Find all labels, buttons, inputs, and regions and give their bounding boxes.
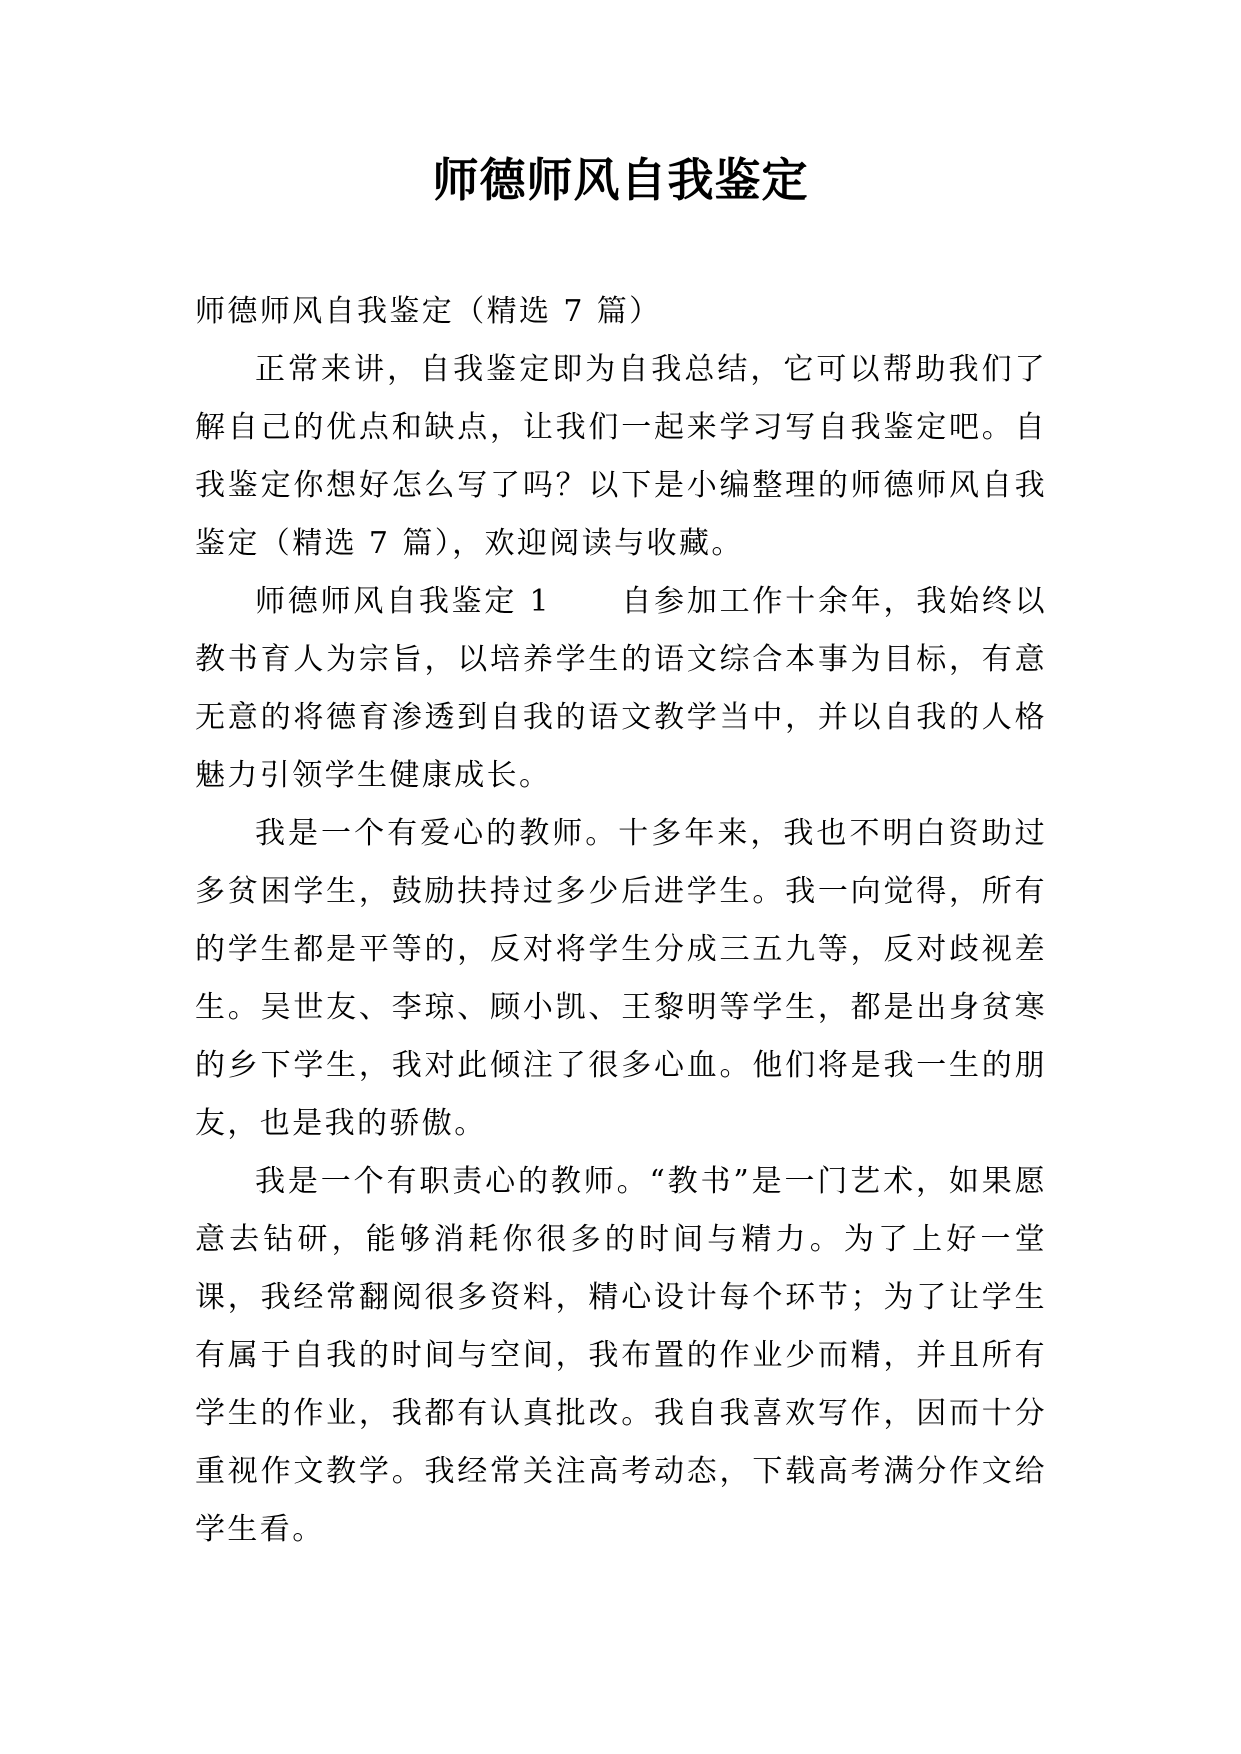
body-paragraph-responsibility: 我是一个有职责心的教师。“教书”是一门艺术，如果愿意去钻研，能够消耗你很多的时间与精力。为了上好一堂课，我经常翻阅很多资料，精心设计每个环节；为了让学生有属于自我的时间与空间，我布置的作业少而精，并且所有学生的作业，我都有认真批改。我自我喜欢写作，因而十分重视作文教学。我经常关注高考动态，下载高考满分作文给学生看。 — [195, 1164, 1047, 1547]
section-1-paragraph — [195, 573, 1047, 805]
body-paragraph-love: 我是一个有爱心的教师。十多年来，我也不明白资助过多贫困学生，鼓励扶持过多少后进学生。我一向觉得，所有的学生都是平等的，反对将学生分成三五九等，反对歧视差生。吴世友、李琼、顾小凯、王黎明等学生，都是出身贫寒的乡下学生，我对此倾注了很多心血。他们将是我一生的朋友，也是我的骄傲。 — [195, 816, 1047, 1141]
section-1-opening: 自参加工作十余年，我始终以教书育人为宗旨，以培养学生的语文综合本事为目标，有意无意的将德育渗透到自我的语文教学当中，并以自我的人格魅力引领学生健康成长。 — [195, 584, 1047, 793]
document-body — [195, 283, 1047, 1559]
section-1-heading: 师德师风自我鉴定 1 — [255, 584, 551, 619]
document-subtitle: 师德师风自我鉴定（精选 7 篇） — [195, 294, 662, 329]
document-title: 师德师风自我鉴定 — [432, 153, 809, 207]
intro-paragraph: 正常来讲，自我鉴定即为自我总结，它可以帮助我们了解自己的优点和缺点，让我们一起来学习写自我鉴定吧。自我鉴定你想好怎么写了吗？以下是小编整理的师德师风自我鉴定（精选 7 篇），欢迎阅读与收藏。 — [195, 352, 1047, 561]
